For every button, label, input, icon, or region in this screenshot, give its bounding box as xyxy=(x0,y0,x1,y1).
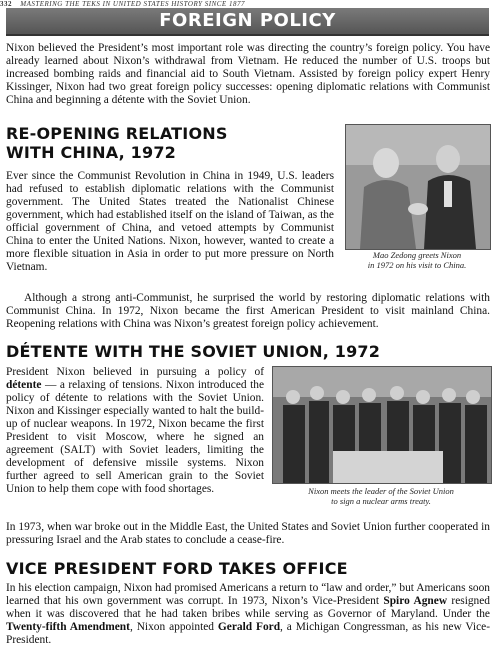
soviet-caption-line2: to sign a nuclear arms treaty. xyxy=(331,496,431,506)
ford-text-g: , a Michigan Congressman, as his new Vice-President. xyxy=(6,621,490,646)
term-gerald-ford: Gerald Ford xyxy=(217,621,281,633)
soviet-caption-line1: Nixon meets the leader of the Soviet Union xyxy=(308,486,454,496)
photo-illustration-soviet xyxy=(273,367,491,483)
china-heading xyxy=(6,124,336,162)
nixon-soviet-photo xyxy=(272,366,492,484)
ford-text-a: In his election campaign, Nixon had promised Americans a return to “law and order,” but Americans soon learned that his own government was corrupt. In 1973, Nixon’s Vice-President xyxy=(6,582,490,607)
term-spiro-agnew: Spiro Agnew xyxy=(383,595,448,607)
china-caption-line2: in 1972 on his visit to China. xyxy=(367,260,467,270)
china-heading-line1: RE-OPENING RELATIONS xyxy=(6,124,228,143)
detente-paragraph xyxy=(6,366,264,496)
detente-term: détente xyxy=(6,379,42,391)
ford-text-c: resigned when it was discovered that he had taken bribes while serving as Governor of Maryland. Under the xyxy=(6,595,491,620)
section-banner: FOREIGN POLICY xyxy=(6,8,489,36)
china-paragraph-2: Although a strong anti-Communist, he surprised the world by restoring diplomatic relations with Communist China. In 1972, Nixon became the first American President to visit mainland China. Reopening relations with China was Nixon’s greatest foreign policy achievement. xyxy=(6,292,490,330)
ford-heading: VICE PRESIDENT FORD TAKES OFFICE xyxy=(6,559,348,578)
china-heading-line2: WITH CHINA, 1972 xyxy=(6,143,177,162)
page-number: 332 xyxy=(0,0,12,8)
running-head xyxy=(0,0,497,8)
ford-paragraph xyxy=(6,582,490,647)
detente-paragraph-2: In 1973, when war broke out in the Middle East, the United States and Soviet Union further cooperated in pressuring Israel and the Arab states to conclude a cease-fire. xyxy=(6,521,490,546)
china-paragraph: Ever since the Communist Revolution in China in 1949, U.S. leaders had refused to establish diplomatic relations with the Communist government. The United States treated the Nationalist Chinese government, which had established itself on the island of Taiwan, as the official government of China, and vetoed attempts by Communist China to enter the United Nations. Nixon, however, wanted to create a more flexible situation in Asia in order to put more pressure on North Vietnam. xyxy=(6,170,334,273)
intro-paragraph: Nixon believed the President’s most important role was directing the country’s foreign policy. You have already learned about Nixon’s withdrawal from Vietnam. He reduced the number of U.S. troops but increased bombing raids and financial aid to South Vietnam. Assisted by foreign policy expert Henry Kissinger, Nixon had two great foreign policy successes: opening diplomatic relations with Communist China and beginning a détente with the Soviet Union. xyxy=(6,42,490,106)
term-twenty-fifth-amendment: Twenty-fifth Amendment xyxy=(6,621,130,633)
ford-text-e: , Nixon appointed xyxy=(129,621,218,633)
soviet-photo-caption xyxy=(272,486,490,506)
detente-text-post: — a relaxing of tensions. Nixon introduced the policy of détente to relations with the Soviet Union. Nixon and Kissinger especially wanted to halt the build-up of nuclear weapons. In 1972, Nixon became the first President to visit Moscow, where he signed an agreement (SALT) with Soviet leaders, limiting the development of defensive missile systems. Nixon further agreed to sell American grain to the Soviet Union to help them cope with food shortages. xyxy=(6,379,264,495)
mao-nixon-photo xyxy=(345,124,491,250)
detente-text-pre: President Nixon believed in pursuing a policy of xyxy=(6,366,264,378)
china-caption-line1: Mao Zedong greets Nixon xyxy=(372,250,462,260)
photo-illustration xyxy=(346,125,490,249)
detente-heading: DÉTENTE WITH THE SOVIET UNION, 1972 xyxy=(6,342,381,361)
running-head-title: MASTERING THE TEKS IN UNITED STATES HISTORY SINCE 1877 xyxy=(20,0,245,8)
china-photo-caption xyxy=(345,250,489,270)
